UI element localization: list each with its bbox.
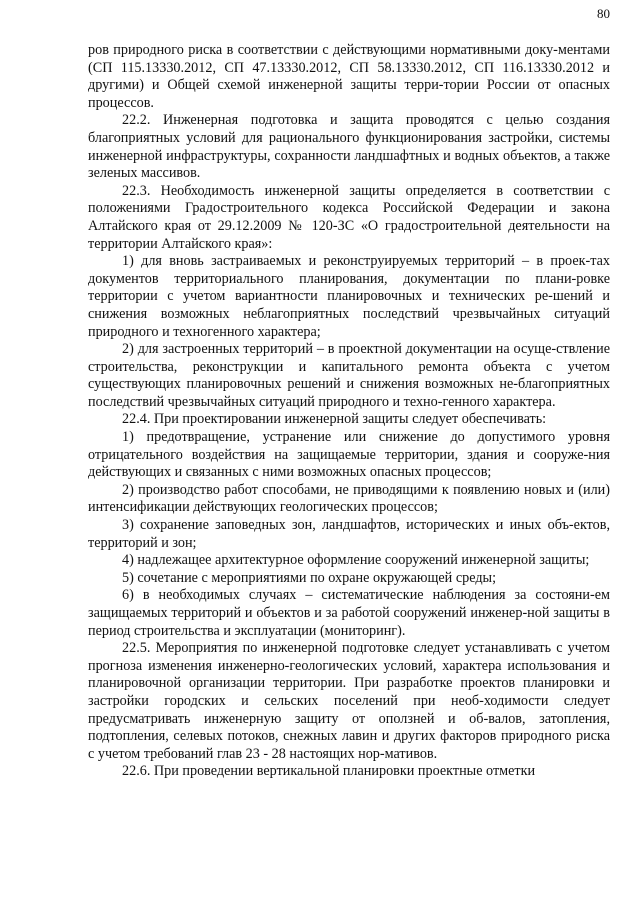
paragraph-22-6: 22.6. При проведении вертикальной планировки проектные отметки — [122, 763, 536, 780]
page-body — [88, 42, 610, 781]
paragraph-22-4: 22.4. При проектировании инженерной защиты следует обеспечивать: — [122, 411, 547, 428]
paragraph-22-4-item-5: 5) сочетание с мероприятиями по охране окружающей среды; — [122, 569, 497, 586]
page-number: 80 — [597, 6, 610, 21]
paragraph-22-3-item-2: 2) для застроенных территорий – в проектной документации на осуще-ствление строительства, реконструкции и капитального ремонта объекта с учетом существующих планировочных решений и снижения возможных не-благоприятных последствий чрезвычайных ситуаций природного и техно-генного характера. — [88, 341, 610, 410]
paragraph-22-4-item-1: 1) предотвращение, устранение или снижение до допустимого уровня отрицательного воздействия на защищаемые территории, здания и сооруже-ния действующих и связанных с ними возможных опасных процессов; — [88, 429, 610, 481]
paragraph-22-4-item-3: 3) сохранение заповедных зон, ландшафтов, исторических и иных объ-ектов, территорий и зон; — [88, 517, 610, 551]
paragraph-22-4-item-2: 2) производство работ способами, не приводящими к появлению новых и (или) интенсификации действующих геологических процессов; — [88, 481, 610, 516]
paragraph-continuation: ров природного риска в соответствии с действующими нормативными доку-ментами (СП 115.13330.2012, СП 47.13330.2012, СП 58.13330.2012, СП 116.13330.2012 и другими) и Общей схемой инженерной защиты терри-тории России от опасных процессов. — [88, 42, 610, 111]
paragraph-22-2: 22.2. Инженерная подготовка и защита проводятся с целью создания благоприятных условий для рационального функционирования застройки, системы инженерной инфраструктуры, сохранности ландшафтных и водных объектов, а также зеленых массивов. — [88, 112, 610, 182]
paragraph-22-3: 22.3. Необходимость инженерной защиты определяется в соответствии с положениями Градостроительного кодекса Российской Федерации и закона Алтайского края от 29.12.2009 № 120-ЗС «О градостроительной деятельности на территории Алтайского края»: — [88, 182, 610, 252]
paragraph-22-5: 22.5. Мероприятия по инженерной подготовке следует устанавливать с учетом прогноза изменения инженерно-геологических условий, характера использования и планировочной организации территории. При разработке проектов планировки и застройки городских и сельских поселений при необ-ходимости следует предусматривать инженерную защиту от оползней и об-валов, затопления, подтопления, селевых потоков, снежных лавин и других факторов природного риска с учетом требований глав 23 - 28 настоящих нор-мативов. — [88, 640, 610, 762]
paragraph-22-4-item-4: 4) надлежащее архитектурное оформление сооружений инженерной защиты; — [122, 552, 590, 569]
paragraph-22-3-item-1: 1) для вновь застраиваемых и реконструируемых территорий – в проек-тах документов территориального планирования, документации по плани-ровке территории с учетом вариантности планировочных и технических ре-шений и снижения возможных неблагоприятных последствий чрезвычайных ситуаций природного и техногенного характера; — [88, 253, 610, 340]
paragraph-22-4-item-6: 6) в необходимых случаях – систематические наблюдения за состояни-ем защищаемых территорий и объектов и за работой сооружений инженер-ной защиты в период строительства и эксплуатации (мониторинг). — [88, 587, 610, 639]
